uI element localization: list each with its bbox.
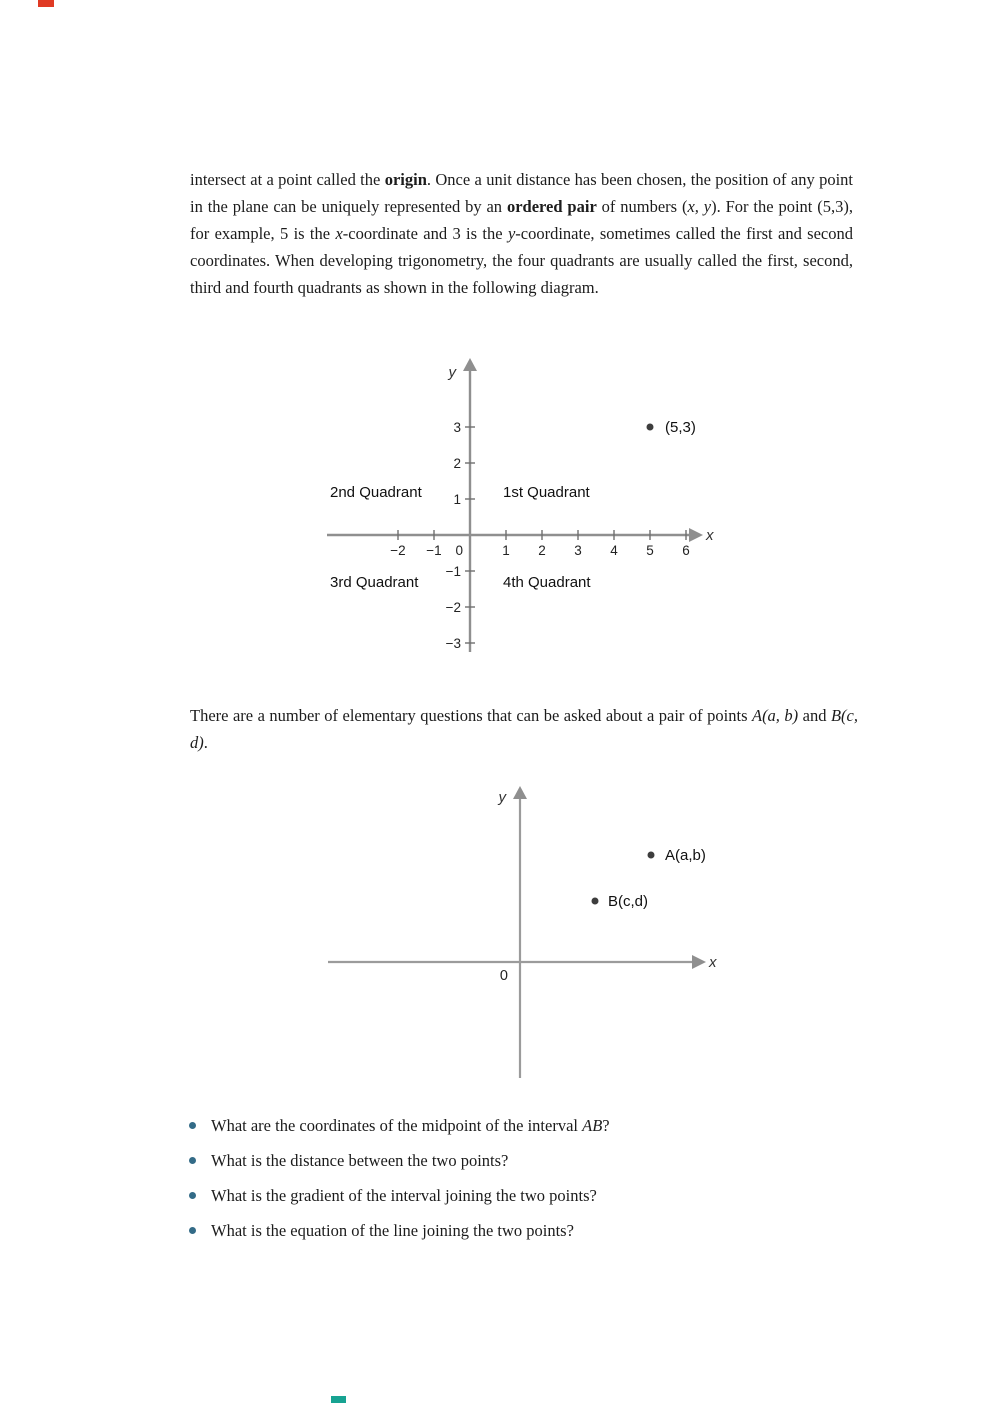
x-tick-label: 5 [646,543,654,558]
text-run: -coordinate, sometimes called the first and second coordinates. When developing trigonometry, the four quadrants are usually called the first, second, third and fourth quadrants as shown in the following diagram. [190,224,853,297]
list-item [189,1112,879,1139]
text-run: ). For the point (5,3), for example, 5 is the [190,197,853,243]
y-tick-label: −1 [445,564,461,579]
y-axis-label: y [498,789,506,806]
x-tick-label: 4 [610,543,618,558]
text-run-italic: A(a, b) [751,706,799,725]
text-run: ? [602,1116,610,1135]
bullet-icon [189,1122,196,1129]
x-tick-label: 3 [574,543,582,558]
bullet-icon [189,1192,196,1199]
y-tick-label: 3 [453,420,461,435]
text-run-italic: y [507,224,516,243]
questions-intro-paragraph [190,702,858,756]
question-text: What is the distance between the two points? [211,1151,509,1170]
y-tick-label: 1 [453,492,461,507]
text-run: . Once a unit distance has been chosen, the position of any point in the plane can be uniquely represented by an [190,170,853,216]
text-run-italic: x [335,224,343,243]
text-run: of numbers ( [596,197,688,216]
origin-label: 0 [499,968,508,984]
page-edge-mark-bottom [331,1396,346,1403]
quadrant-label-2nd: 2nd Quadrant [330,484,422,501]
quadrant-label-4th: 4th Quadrant [503,574,591,591]
list-item [189,1217,879,1244]
questions-list [189,1112,879,1252]
text-run-bold: ordered pair [506,197,597,216]
point-5-3-dot [647,424,654,431]
question-text: What is the equation of the line joining the two points? [211,1221,574,1240]
text-run: and [798,706,831,725]
x-tick-label: 6 [682,543,690,558]
point-5-3-label: (5,3) [665,419,696,436]
origin-label: 0 [455,543,463,558]
list-item [189,1147,879,1174]
quadrant-label-3rd: 3rd Quadrant [330,574,419,591]
x-tick-label: 1 [502,543,510,558]
text-run-italic: AB [582,1116,603,1135]
x-axis-arrow-icon [689,528,703,542]
text-run: intersect at a point called the [190,170,385,189]
bullet-icon [189,1227,196,1234]
question-text [211,1112,610,1139]
x-tick-label: 2 [538,543,546,558]
x-tick-label: −2 [390,543,406,558]
x-tick-label: −1 [426,543,442,558]
y-tick-label: −3 [445,636,461,651]
point-b-dot [592,898,599,905]
x-axis-arrow-icon [692,955,706,969]
text-run: There are a number of elementary questions that can be asked about a pair of points [190,706,752,725]
text-run: . [203,733,208,752]
quadrant-label-1st: 1st Quadrant [503,484,590,501]
text-run: What are the coordinates of the midpoint of the interval [211,1116,583,1135]
y-tick-label: −2 [445,600,461,615]
y-tick-label: 2 [453,456,461,471]
page-edge-mark-top [38,0,54,7]
list-item [189,1182,879,1209]
quadrants-diagram [315,352,725,664]
y-axis-arrow-icon [463,358,477,371]
x-axis-label: x [706,527,714,544]
bullet-icon [189,1157,196,1164]
point-a-dot [648,852,655,859]
y-axis-label: y [448,364,456,381]
text-run-italic: B(c, d) [190,706,858,752]
text-run-italic: x, y [687,197,712,216]
intro-paragraph [190,166,853,301]
question-text: What is the gradient of the interval joining the two points? [211,1186,597,1205]
text-run: -coordinate and 3 is the [342,224,508,243]
y-axis-arrow-icon [513,786,527,799]
two-points-diagram [320,782,740,1082]
x-axis-label: x [709,954,717,971]
text-run-bold: origin [384,170,427,189]
point-b-label: B(c,d) [608,893,649,910]
point-a-label: A(a,b) [665,847,706,864]
